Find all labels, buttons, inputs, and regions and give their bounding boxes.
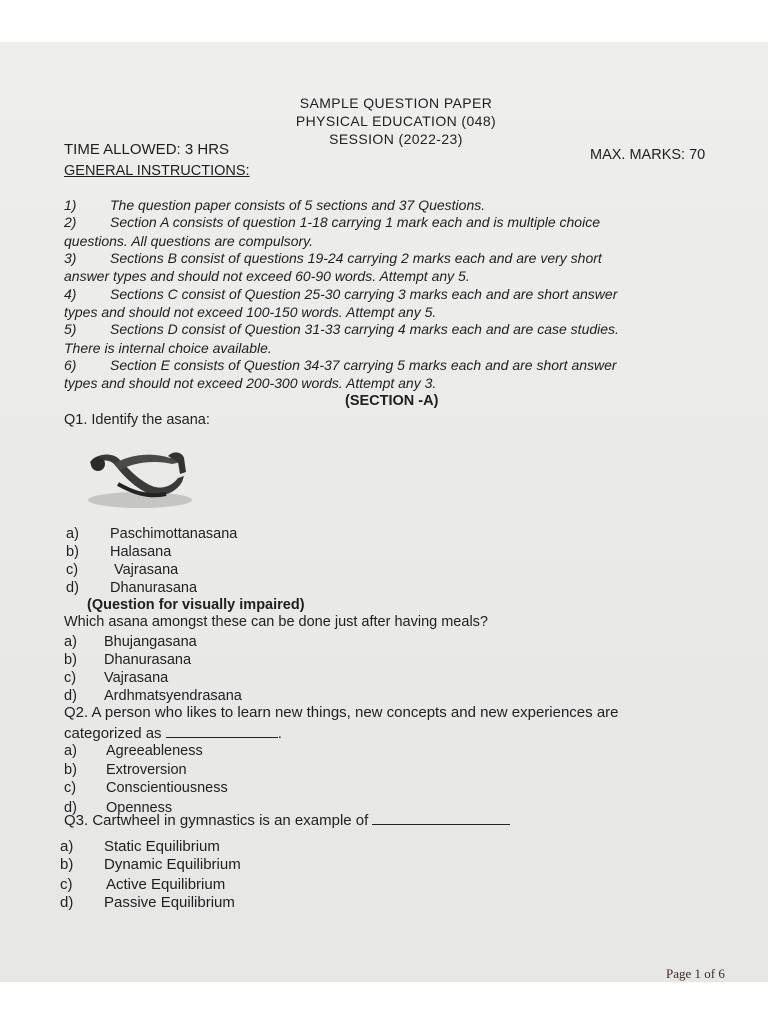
option-item: c) Conscientiousness [64,780,228,796]
paper-session: SESSION (2022-23) [329,131,463,147]
instruction-item: 6) Section E consists of Question 34-37 carrying 5 marks each and are short answer [64,357,617,373]
option-item: c) Vajrasana [64,670,169,686]
instruction-item: 4) Sections C consist of Question 25-30 carrying 3 marks each and are short answer [64,286,618,302]
instruction-line: answer types and should not exceed 60-90 words. Attempt any 5. [64,268,470,284]
q3-question: Q3. Cartwheel in gymnastics is an example of [64,812,510,829]
instruction-line: types and should not exceed 200-300 words. Attempt any 3. [64,375,437,391]
instruction-line: questions. All questions are compulsory. [64,233,314,249]
asana-illustration [78,448,198,514]
max-marks: MAX. MARKS: 70 [590,147,706,163]
option-item: d) Dhanurasana [66,580,198,596]
paper-title: SAMPLE QUESTION PAPER [299,95,493,111]
option-item: c) Active Equilibrium [60,876,226,893]
general-instructions-heading: GENERAL INSTRUCTIONS: [64,163,250,179]
option-item: d) Ardhmatsyendrasana [64,688,242,704]
time-allowed: TIME ALLOWED: 3 HRS [64,141,230,158]
option-item: b) Dhanurasana [64,652,192,668]
instruction-item: 5) Sections D consist of Question 31-33 carrying 4 marks each and are case studies. [64,321,619,337]
instruction-line: There is internal choice available. [64,340,272,356]
answer-blank [166,737,278,738]
option-item: b) Extroversion [64,762,187,778]
option-item: d) Openness [64,800,173,816]
section-a-heading: (SECTION -A) [345,393,439,409]
instruction-item: 2) Section A consists of question 1-18 carrying 1 mark each and is multiple choice [64,214,600,230]
option-item: a) Agreeableness [64,743,203,759]
option-item: b) Halasana [66,544,172,560]
option-item: a) Paschimottanasana [66,526,238,542]
option-item: c) Vajrasana [66,562,179,578]
q1-question: Q1. Identify the asana: [64,412,210,428]
page-number: Page 1 of 6 [666,966,725,981]
instruction-line: types and should not exceed 100-150 words. Attempt any 5. [64,304,437,320]
paper-subject: PHYSICAL EDUCATION (048) [295,113,497,129]
q2-question: Q2. A person who likes to learn new things, new concepts and new experiences are [64,704,619,721]
answer-blank [372,824,510,825]
vi-heading: (Question for visually impaired) [87,597,305,613]
instruction-item: 3) Sections B consist of questions 19-24 carrying 2 marks each and are very short [64,250,602,266]
instruction-item: 1) The question paper consists of 5 sections and 37 Questions. [64,197,486,213]
vi-question: Which asana amongst these can be done just after having meals? [64,614,488,630]
option-item: d) Passive Equilibrium [60,894,235,911]
option-item: a) Bhujangasana [64,634,197,650]
q2-question-line2: categorized as . [64,725,282,742]
option-item: a) Static Equilibrium [60,838,220,855]
option-item: b) Dynamic Equilibrium [60,856,241,873]
